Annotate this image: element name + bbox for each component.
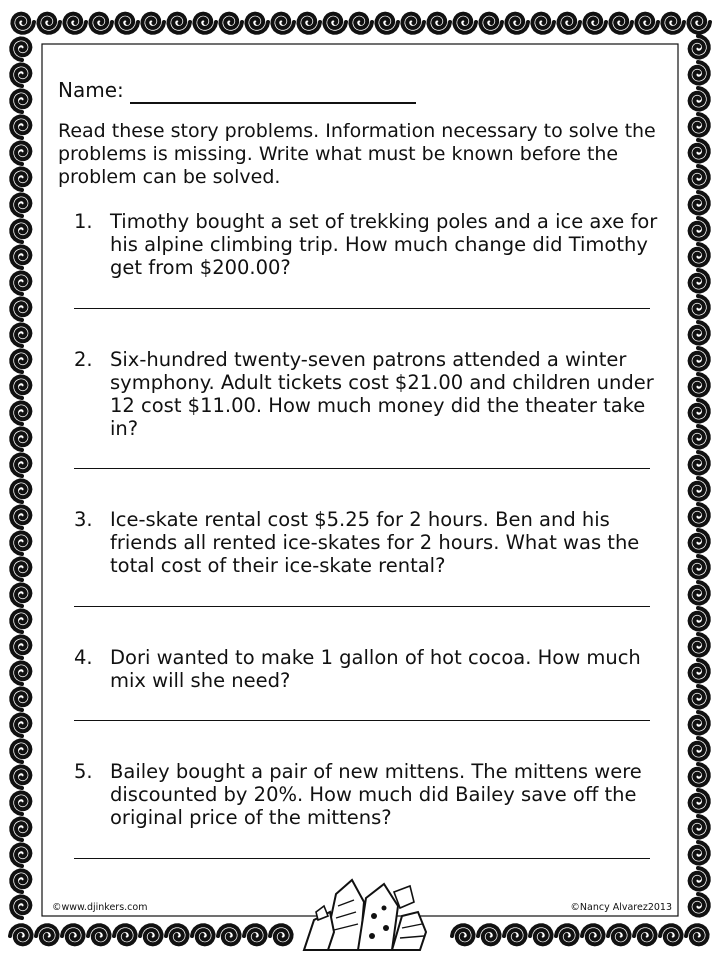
swirl [11,558,30,580]
swirl [690,634,709,656]
swirl [142,14,164,33]
swirl [64,14,86,33]
swirl [690,582,709,604]
problem-number: 2. [74,348,93,371]
swirl [38,14,60,33]
swirl [244,925,266,944]
swirl [690,686,709,708]
swirl [11,870,30,892]
swirl [11,662,30,684]
swirl [660,925,682,944]
swirl [690,660,709,682]
problem-number: 4. [74,646,93,669]
swirl [11,168,30,190]
swirl [11,714,30,736]
swirl [662,14,684,33]
swirl [428,14,450,33]
swirl [402,14,424,33]
mittens-illustration [294,872,434,952]
swirl [11,116,30,138]
swirl [270,925,292,944]
swirl [88,925,110,944]
swirl [690,478,709,500]
swirl [11,350,30,372]
swirl [11,818,30,840]
swirl [11,324,30,346]
swirl [11,402,30,424]
swirl [690,296,709,318]
swirl [582,925,604,944]
swirl [11,844,30,866]
swirl [556,925,578,944]
swirl [298,14,320,33]
name-field-line[interactable] [130,102,416,104]
swirl [690,868,709,890]
swirl [11,454,30,476]
swirl [90,14,112,33]
answer-line-1[interactable] [74,308,650,309]
swirl [324,14,346,33]
swirl [168,14,190,33]
swirl [558,14,580,33]
problem-text: Bailey bought a pair of new mittens. The mittens were discounted by 20%. How much did Bailey save off the original price of the mittens? [110,760,642,829]
problem-number: 3. [74,508,93,531]
swirl [690,816,709,838]
swirl [11,532,30,554]
swirl [532,14,554,33]
problem-text: Six-hundred twenty-seven patrons attended a winter symphony. Adult tickets cost $21.00 and children under 12 cost $11.00. How much money did the theater take in? [110,348,654,440]
swirl [11,64,30,86]
swirl [608,925,630,944]
swirl [11,246,30,268]
swirl [11,142,30,164]
swirl [192,925,214,944]
swirl [11,428,30,450]
swirl [504,925,526,944]
name-row [58,78,124,102]
swirl [690,36,709,58]
swirl [690,426,709,448]
swirl [12,14,34,33]
swirl [690,452,709,474]
swirl [194,14,216,33]
answer-line-5[interactable] [74,858,650,859]
answer-line-3[interactable] [74,606,650,607]
swirl [690,504,709,526]
swirl [690,62,709,84]
swirl [690,322,709,344]
swirl [690,556,709,578]
swirl [690,530,709,552]
swirl [634,925,656,944]
problem-number: 5. [74,760,93,783]
swirl [452,925,474,944]
swirl [11,90,30,112]
problem-text: Timothy bought a set of trekking poles and a ice axe for his alpine climbing trip. How much change did Timothy get from $200.00? [110,210,658,279]
swirl [690,88,709,110]
swirl [11,376,30,398]
footer-copyright-left: ©www.djinkers.com [52,902,148,913]
swirl [11,506,30,528]
problem-text: Dori wanted to make 1 gallon of hot cocoa. How much mix will she need? [110,646,641,692]
swirl [11,480,30,502]
swirl [10,925,32,944]
swirl [686,925,708,944]
swirl [11,298,30,320]
swirl [690,842,709,864]
answer-line-4[interactable] [74,720,650,721]
swirl [690,270,709,292]
swirl [11,610,30,632]
swirl [454,14,476,33]
swirl [220,14,242,33]
swirl [140,925,162,944]
swirl [480,14,502,33]
swirl [11,38,30,60]
swirl [11,766,30,788]
swirl [11,688,30,710]
swirl [166,925,188,944]
swirl [11,194,30,216]
swirl [11,636,30,658]
swirl [690,738,709,760]
swirl [690,114,709,136]
footer-copyright-right: ©Nancy Alvarez2013 [570,902,672,913]
swirl [11,584,30,606]
swirl [690,400,709,422]
swirl [690,166,709,188]
swirl [116,14,138,33]
instructions: Read these story problems. Information necessary to solve the problems is missing. Write what must be known before the problem can be solved. [58,120,656,188]
swirl [690,218,709,240]
swirl [478,925,500,944]
swirl [11,792,30,814]
swirl [690,608,709,630]
swirl [506,14,528,33]
name-label: Name: [58,78,124,102]
swirl [530,925,552,944]
swirl [690,894,709,916]
swirl [11,220,30,242]
swirl [636,14,658,33]
swirl [690,192,709,214]
swirl [246,14,268,33]
answer-line-2[interactable] [74,468,650,469]
swirl [690,244,709,266]
swirl [218,925,240,944]
swirl [690,790,709,812]
swirl [11,740,30,762]
problem-number: 1. [74,210,93,233]
swirl [36,925,58,944]
problem-text: Ice-skate rental cost $5.25 for 2 hours. Ben and his friends all rented ice-skates for 2 hours. What was the total cost of their ice-skate rental? [110,508,640,577]
swirl [11,272,30,294]
swirl [690,764,709,786]
worksheet [44,44,676,916]
swirl [690,374,709,396]
swirl [584,14,606,33]
swirl [690,348,709,370]
swirl [688,14,710,33]
swirl [114,925,136,944]
swirl [690,140,709,162]
swirl [376,14,398,33]
swirl [350,14,372,33]
swirl [62,925,84,944]
swirl [11,896,30,918]
swirl [272,14,294,33]
swirl [610,14,632,33]
swirl [690,712,709,734]
